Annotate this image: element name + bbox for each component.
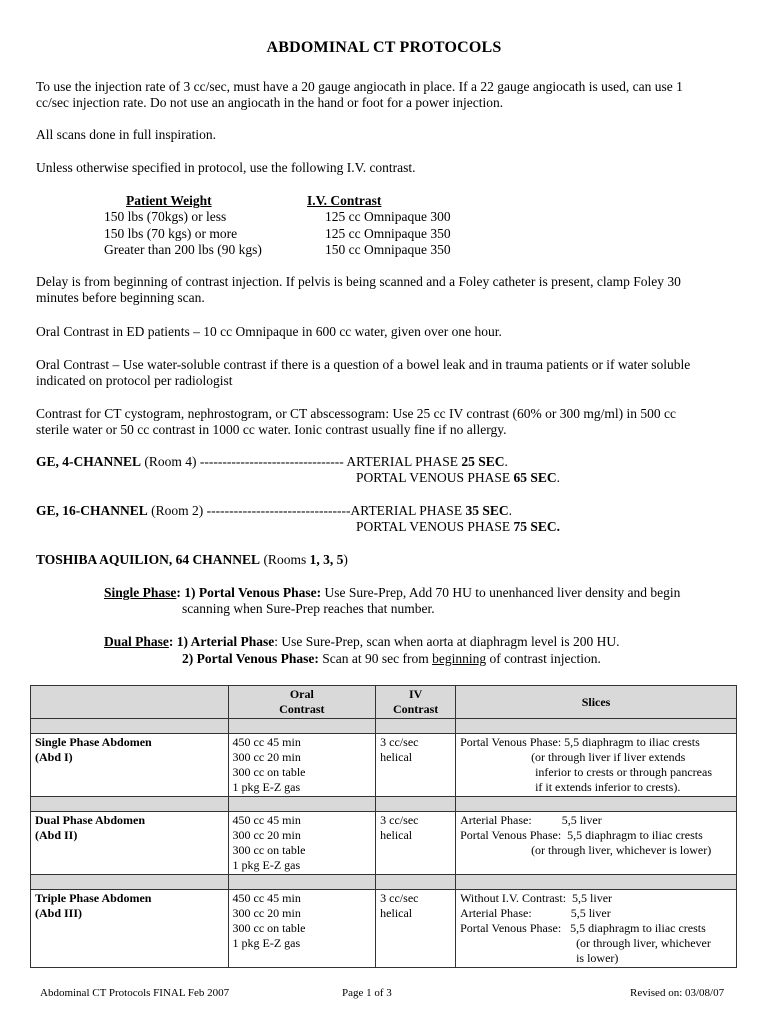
slices-cell [456,890,737,968]
oral-ed-paragraph: Oral Contrast in ED patients – 10 cc Omnipaque in 600 cc water, given over one hour. [36,324,502,339]
contrast-row-3: 150 cc Omnipaque 350 [325,242,451,257]
toshiba-rooms-suffix: ) [343,552,348,567]
ge4-portal-line: PORTAL VENOUS PHASE 65 SEC. [356,470,561,485]
oral-contrast-cell [228,812,376,875]
dual-phase-text-2b: beginning [432,651,487,666]
weight-row-3: Greater than 200 lbs (90 kgs) [104,242,262,257]
protocol-code: (Abd II) [35,828,78,842]
slice-line: (or through liver, whichever [576,936,711,950]
header-cell-iv [376,686,456,719]
oral-line: 1 pkg E-Z gas [232,936,301,950]
iv-mode: helical [380,828,413,842]
ge16-room: (Room 2) --------------------------------ARTERIAL PHASE [147,503,466,518]
ge4-arterial: 25 SEC [461,454,505,469]
delay-paragraph [36,274,736,306]
single-phase-text-1: Use Sure-Prep, Add 70 HU to unenhanced liver density and begin [321,585,681,600]
table-header-row [31,686,737,719]
slices-cell [456,812,737,875]
oral-line: 1 pkg E-Z gas [232,780,301,794]
oral-line: 1 pkg E-Z gas [232,858,301,872]
table-row [31,734,737,797]
slice-line: (or through liver, whichever is lower) [531,843,712,857]
protocol-name: Single Phase Abdomen [35,735,152,749]
oral-line: 300 cc on table [232,843,306,857]
slice-line: Without I.V. Contrast: 5,5 liver [460,891,613,905]
oral-water-line-1: Oral Contrast – Use water-soluble contrast if there is a question of a bowel leak and in trauma patients or if water soluble [36,357,691,372]
oral-contrast-cell [228,890,376,968]
protocol-name-cell [31,812,229,875]
slice-line: (or through liver if liver extends [531,750,686,764]
table-spacer-row [31,875,737,890]
slice-line: is lower) [576,951,619,965]
protocol-name: Triple Phase Abdomen [35,891,152,905]
header-oral-line-2: Contrast [279,702,325,716]
delay-line-1: Delay is from beginning of contrast injection. If pelvis is being scanned and a Foley catheter is present, clamp Foley 30 [36,274,681,289]
slices-cell [456,734,737,797]
table-spacer-row [31,719,737,734]
delay-line-2: minutes before beginning scan. [36,290,205,305]
toshiba-rooms-prefix: (Rooms [260,552,310,567]
oral-line: 300 cc on table [232,765,306,779]
footer-revised-date: Revised on: 03/08/07 [630,987,725,999]
table-spacer-row [31,797,737,812]
ge4-arterial-line: GE, 4-CHANNEL (Room 4) -------------------------------- ARTERIAL PHASE 25 SEC. [36,454,508,469]
intro-line-1: To use the injection rate of 3 cc/sec, must have a 20 gauge angiocath in place. If a 22 gauge angiocath is used, can use 1 [36,79,683,94]
dual-phase-step-1: : 1) Arterial Phase [168,634,275,649]
ge16-name: GE, 16-CHANNEL [36,503,148,518]
oral-line: 300 cc 20 min [232,828,301,842]
protocol-name: Dual Phase Abdomen [35,813,146,827]
ge16-arterial-line: GE, 16-CHANNEL (Room 2) --------------------------------ARTERIAL PHASE 35 SEC. [36,503,512,518]
slice-line: Portal Venous Phase: 5,5 diaphragm to iliac crests [460,828,703,842]
page-title: ABDOMINAL CT PROTOCOLS [266,39,502,56]
oral-line: 450 cc 45 min [232,891,301,905]
ge16-portal-label: PORTAL VENOUS PHASE [356,519,514,534]
table-row [31,890,737,968]
slice-line: Portal Venous Phase: 5,5 diaphragm to iliac crests [460,735,700,749]
toshiba-line [36,552,348,568]
iv-contrast-cell [376,890,456,968]
header-oral-line-1: Oral [289,687,314,701]
slice-line: inferior to crests or through pancreas [535,765,712,779]
iv-rate: 3 cc/sec [380,891,419,905]
single-phase-text-2: scanning when Sure-Prep reaches that number. [182,601,435,616]
inspiration-note: All scans done in full inspiration. [36,127,216,142]
dual-phase-label: Dual Phase [104,634,169,649]
ge16-portal-line [356,519,560,535]
ge4-portal: 65 SEC [513,470,557,485]
oral-water-line-2: indicated on protocol per radiologist [36,373,233,388]
header-cell-slices: Slices [456,686,737,719]
footer-document-name: Abdominal CT Protocols FINAL Feb 2007 [40,987,230,999]
contrast-instruction: Unless otherwise specified in protocol, use the following I.V. contrast. [36,160,416,175]
ge16-arterial: 35 SEC [465,503,509,518]
footer-page-number: Page 1 of 3 [342,987,392,999]
weight-header: Patient Weight [126,193,212,208]
iv-contrast-cell [376,812,456,875]
ge4-room: (Room 4) -------------------------------- ARTERIAL PHASE [141,454,462,469]
oral-line: 300 cc 20 min [232,906,301,920]
single-phase-line-1 [104,585,680,601]
table-row [31,812,737,875]
intro-paragraph [36,79,736,111]
weight-row-1: 150 lbs (70kgs) or less [104,209,227,224]
header-iv-line-1: IV [408,687,423,701]
dual-phase-text-2c: of contrast injection. [486,651,601,666]
protocol-code: (Abd I) [35,750,73,764]
oral-contrast-cell [228,734,376,797]
oral-line: 300 cc 20 min [232,750,301,764]
cystogram-line-2: sterile water or 50 cc contrast in 1000 cc water. Ionic contrast usually fine if no allergy. [36,422,507,437]
protocol-name-cell [31,734,229,797]
header-cell-blank [31,686,229,719]
protocol-code: (Abd III) [35,906,83,920]
iv-rate: 3 cc/sec [380,813,419,827]
oral-line: 450 cc 45 min [232,735,301,749]
iv-rate: 3 cc/sec [380,735,419,749]
toshiba-rooms: 1, 3, 5 [309,552,344,567]
slice-line: Arterial Phase: 5,5 liver [460,906,611,920]
contrast-row-1: 125 cc Omnipaque 300 [325,209,451,224]
contrast-row-2: 125 cc Omnipaque 350 [325,226,451,241]
dual-phase-step-2: 2) Portal Venous Phase: [182,651,319,666]
iv-contrast-cell [376,734,456,797]
slice-line: Arterial Phase: 5,5 liver [460,813,602,827]
toshiba-name: TOSHIBA AQUILION, 64 CHANNEL [36,552,261,567]
oral-line: 300 cc on table [232,921,306,935]
dual-phase-line-1 [104,634,620,650]
protocol-name-cell [31,890,229,968]
ge4-name: GE, 4-CHANNEL [36,454,142,469]
cystogram-line-1: Contrast for CT cystogram, nephrostogram, or CT abscessogram: Use 25 cc IV contrast (60% or 300 mg/ml) in 500 cc [36,406,676,421]
cystogram-paragraph [36,406,736,438]
slice-line: Portal Venous Phase: 5,5 diaphragm to iliac crests [460,921,706,935]
oral-line: 450 cc 45 min [232,813,301,827]
dual-phase-text-1: : Use Sure-Prep, scan when aorta at diaphragm level is 200 HU. [274,634,620,649]
dual-phase-line-2 [182,651,601,667]
ge16-portal: 75 SEC. [513,519,561,534]
oral-water-paragraph [36,357,736,389]
weight-row-2: 150 lbs (70 kgs) or more [104,226,238,241]
slice-line: if it extends inferior to crests). [535,780,681,794]
iv-mode: helical [380,906,413,920]
dual-phase-text-2a: Scan at 90 sec from [318,651,433,666]
header-iv-line-2: Contrast [392,702,439,716]
contrast-header: I.V. Contrast [307,193,382,208]
single-phase-label: Single Phase [104,585,177,600]
iv-mode: helical [380,750,413,764]
single-phase-step: : 1) Portal Venous Phase: [176,585,322,600]
protocol-table [30,685,737,968]
ge4-portal-label: PORTAL VENOUS PHASE [356,470,514,485]
header-cell-oral [228,686,376,719]
intro-line-2: cc/sec injection rate. Do not use an angiocath in the hand or foot for a power injection. [36,95,504,110]
